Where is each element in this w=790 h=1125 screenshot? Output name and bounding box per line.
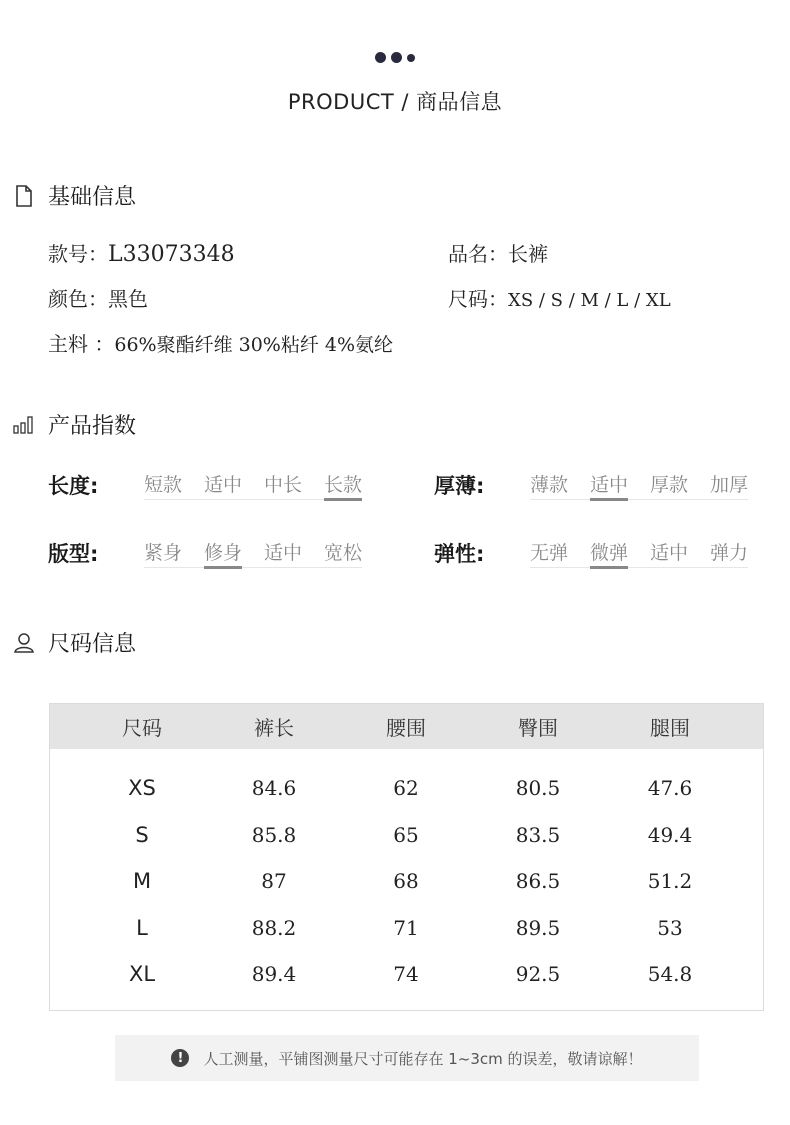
table-cell: 65: [393, 822, 419, 847]
table-cell: 80.5: [515, 776, 561, 801]
table-cell: 71: [393, 915, 419, 940]
size-cell: L: [136, 915, 148, 940]
fit-option: 宽松: [324, 542, 363, 564]
section-title: 产品指数: [48, 414, 137, 439]
thickness-option-selected: 适中: [590, 470, 628, 497]
size-cell: S: [135, 822, 149, 847]
length-option: 适中: [204, 474, 243, 496]
info-row: [48, 283, 768, 312]
table-row: [50, 812, 763, 859]
length-option-selected: 长款: [324, 470, 362, 497]
material-label: 主料 ：: [48, 332, 115, 356]
table-cell: 86.5: [515, 869, 561, 894]
table-cell: 89.5: [515, 915, 561, 940]
stretch-option: 无弹: [530, 542, 569, 564]
person-icon: [12, 631, 36, 655]
fit-option: 适中: [264, 542, 303, 564]
column-header: 裤长: [254, 716, 294, 740]
table-cell: 92.5: [515, 962, 561, 987]
column-header: 腿围: [650, 716, 690, 740]
color-label: 颜色：: [48, 287, 108, 311]
dot: [407, 54, 415, 62]
index-row: [48, 465, 768, 505]
section-title: 尺码信息: [48, 632, 137, 657]
fit-option: 紧身: [144, 542, 183, 564]
table-cell: 89.4: [251, 962, 297, 987]
length-option: 短款: [144, 474, 183, 496]
fit-label: 版型:: [48, 542, 99, 566]
thickness-label: 厚薄:: [434, 474, 485, 498]
table-cell: 74: [393, 962, 419, 987]
style-no-value: L33073348: [108, 242, 235, 267]
table-row: [50, 765, 763, 812]
document-icon: [12, 184, 36, 208]
size-table: [49, 703, 764, 1011]
info-row: [48, 328, 768, 357]
table-cell: 88.2: [251, 915, 297, 940]
sizes-value: XS / S / M / L / XL: [508, 290, 671, 311]
fit-index: [48, 538, 434, 568]
size-cell: XL: [128, 962, 156, 987]
length-label: 长度:: [48, 474, 99, 498]
fit-option-selected: 修身: [204, 538, 242, 565]
table-cell: 68: [393, 869, 419, 894]
table-row: [50, 905, 763, 952]
thickness-option: 薄款: [530, 474, 569, 496]
table-cell: 83.5: [515, 822, 561, 847]
stretch-option-selected: 微弹: [590, 538, 628, 565]
table-cell: 47.6: [647, 776, 693, 801]
table-cell: 84.6: [251, 776, 297, 801]
info-row: [48, 238, 768, 267]
name-label: 品名：: [448, 242, 508, 266]
stretch-label: 弹性:: [434, 542, 485, 566]
dot: [391, 52, 402, 63]
stretch-option: 适中: [650, 542, 689, 564]
measurement-note: [115, 1035, 699, 1081]
table-cell: 62: [393, 776, 419, 801]
length-option: 中长: [264, 474, 303, 496]
material-value: 66%聚酯纤维 30%粘纤 4%氨纶: [114, 334, 394, 356]
table-cell: 53: [657, 915, 683, 940]
dot: [375, 52, 386, 63]
table-cell: 87: [261, 869, 287, 894]
thickness-option: 加厚: [710, 474, 749, 496]
bar-chart-icon: [12, 413, 36, 437]
table-cell: 51.2: [647, 869, 693, 894]
product-index-header: [12, 409, 136, 440]
size-cell: XS: [128, 776, 156, 801]
name-value: 长裤: [508, 242, 548, 266]
note-text: 人工测量，平铺图测量尺寸可能存在 1~3cm 的误差，敬请谅解！: [203, 1049, 643, 1068]
index-row: [48, 533, 768, 573]
table-cell: 85.8: [251, 822, 297, 847]
page-title: PRODUCT / 商品信息: [287, 90, 503, 114]
stretch-option: 弹力: [710, 542, 749, 564]
size-cell: M: [132, 869, 152, 894]
table-cell: 49.4: [647, 822, 693, 847]
table-row: [50, 858, 763, 905]
thickness-option: 厚款: [650, 474, 689, 496]
column-header: 尺码: [122, 716, 162, 740]
length-index: [48, 470, 434, 500]
exclamation-icon: !: [171, 1049, 189, 1067]
style-no-label: 款号：: [48, 242, 108, 266]
sizes-label: 尺码：: [448, 287, 508, 311]
column-header: 腰围: [386, 716, 426, 740]
size-info-header: [12, 627, 136, 658]
table-body: [50, 749, 763, 998]
table-cell: 54.8: [647, 962, 693, 987]
column-header: 臀围: [518, 716, 558, 740]
table-header: [50, 704, 763, 749]
color-value: 黑色: [108, 287, 148, 311]
section-title: 基础信息: [48, 185, 137, 210]
table-row: [50, 951, 763, 998]
basic-info-header: [12, 180, 136, 211]
thickness-index: [434, 470, 748, 500]
decorative-dots: [0, 52, 790, 63]
stretch-index: [434, 538, 748, 568]
